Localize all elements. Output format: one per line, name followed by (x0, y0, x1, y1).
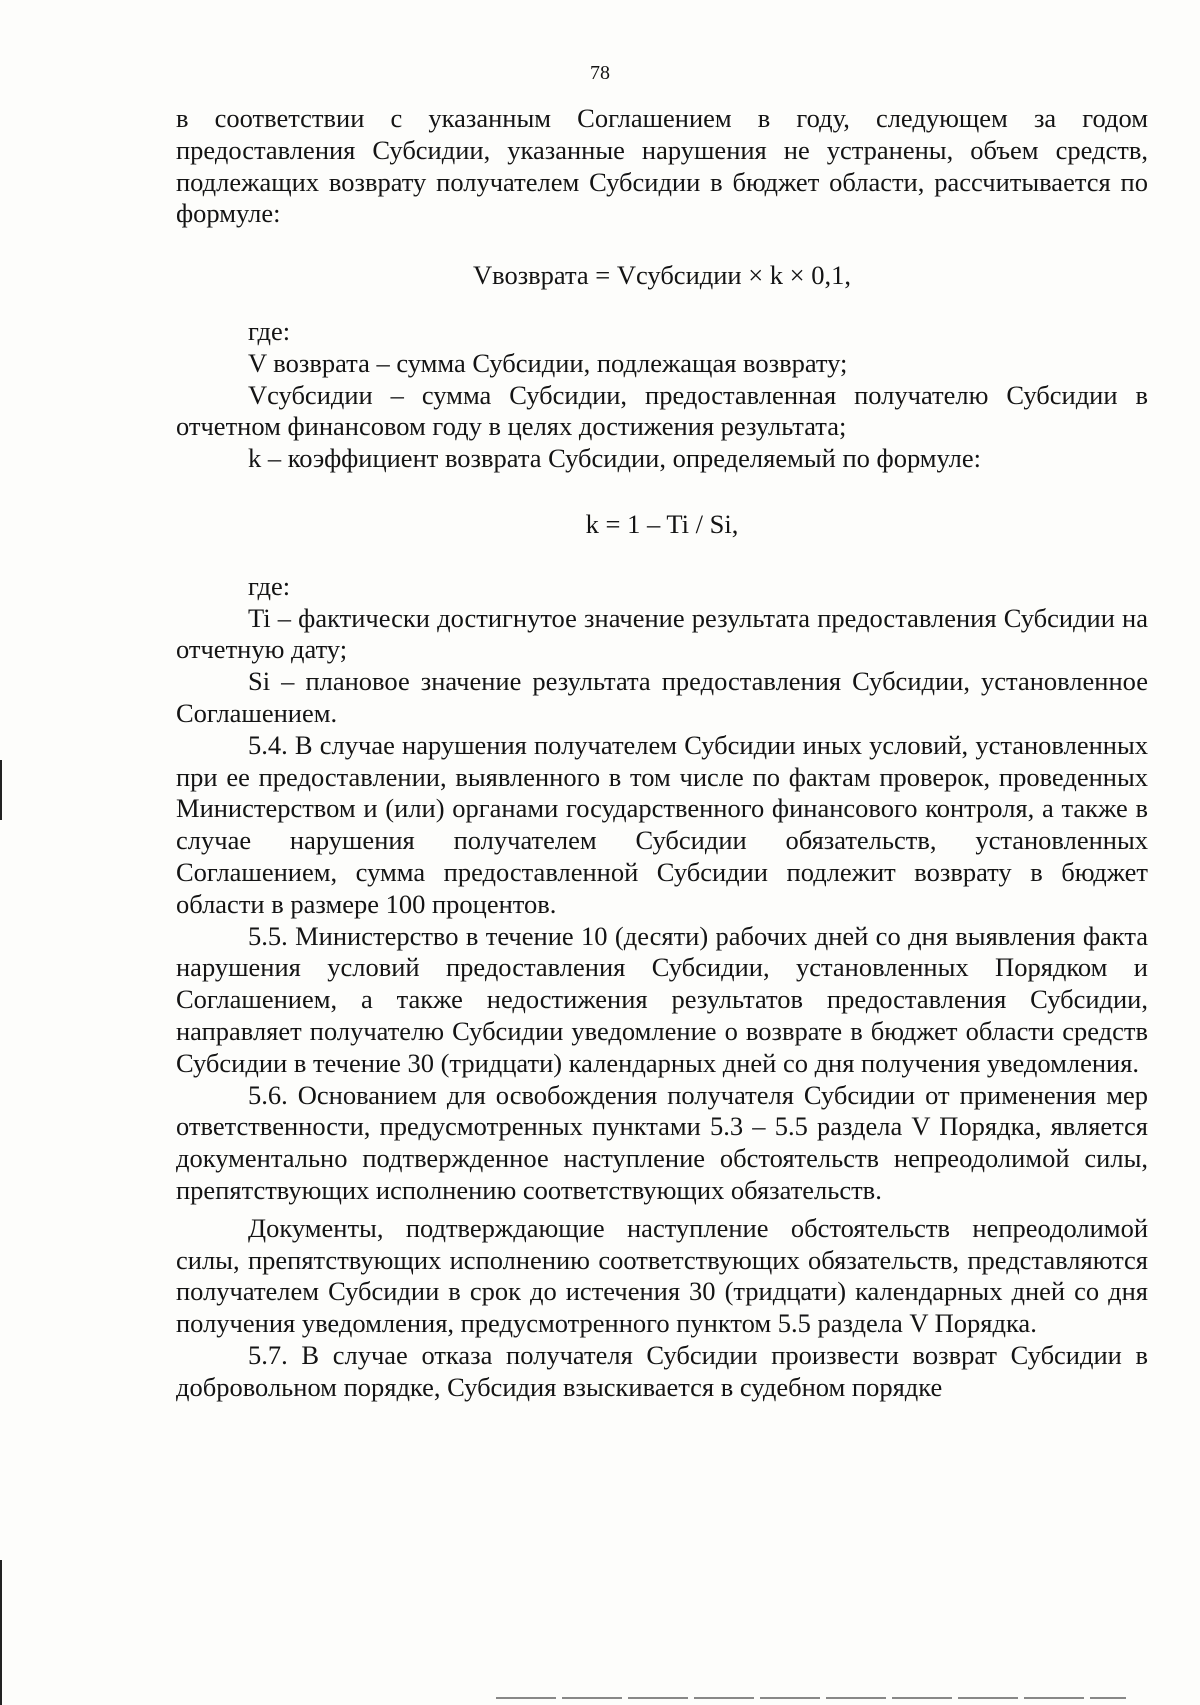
paragraph-documents: Документы, подтверждающие наступление обстоятельств непреодолимой силы, препятствующих исполнению соответствующих обязательств, представляются получателем Субсидии в срок до истечения 30 (тридцати) календарных дней со дня получения уведомления, предусмотренного пунктом 5.5 раздела V Порядка. (176, 1212, 1148, 1339)
definition-si: Si – плановое значение результата предоставления Субсидии, установленное Соглашением. (176, 666, 1148, 728)
where-label-2: где: (248, 570, 291, 601)
section-5-4: 5.4. В случае нарушения получателем Субсидии иных условий, установленных при ее предоставлении, выявленного в том числе по фактам проверок, проведенных Министерством и (или) органами государственного финансового контроля, а также в случае нарушения получателем Субсидии обязательств, установленных Соглашением, сумма предоставленной Субсидии подлежит возврату в бюджет области в размере 100 процентов. (176, 729, 1148, 919)
paragraph-intro: в соответствии с указанным Соглашением в году, следующем за годом предоставления Субсидии, указанные нарушения не устранены, объем средств, подлежащих возврату получателем Субсидии в бюджет области, рассчитывается по формуле: (176, 103, 1148, 229)
definition-v-return: V возврата – сумма Субсидии, подлежащая возврату; (248, 347, 848, 378)
definition-v-subsidy: Vсубсидии – сумма Субсидии, предоставленная получателю Субсидии в отчетном финансовом году в целях достижения результата; (176, 379, 1148, 442)
scan-bottom-rule (496, 1697, 1126, 1699)
definition-k: k – коэффициент возврата Субсидии, определяемый по формуле: (248, 443, 981, 474)
formula-coefficient: k = 1 – Ti / Si, (585, 508, 739, 539)
section-5-5: 5.5. Министерство в течение 10 (десяти) рабочих дней со дня выявления факта нарушения условий предоставления Субсидии, установленных Порядком и Соглашением, а также недостижения результатов предоставления Субсидии, направляет получателю Субсидии уведомление о возврате в бюджет области средств Субсидии в течение 30 (тридцати) календарных дней со дня получения уведомления. (176, 920, 1148, 1078)
formula-return-volume: Vвозврата = Vсубсидии × k × 0,1, (472, 260, 851, 291)
scan-edge-mark-left-2 (0, 1560, 2, 1705)
section-5-7: 5.7. В случае отказа получателя Субсидии произвести возврат Субсидии в добровольном порядке, Субсидия взыскивается в судебном порядке (176, 1339, 1148, 1402)
page-number: 78 (590, 62, 610, 84)
where-label-1: где: (248, 315, 291, 346)
section-5-6: 5.6. Основанием для освобождения получателя Субсидии от применения мер ответственности, предусмотренных пунктами 5.3 – 5.5 раздела V Порядка, является документально подтвержденное наступление обстоятельств непреодолимой силы, препятствующих исполнению соответствующих обязательств. (176, 1079, 1148, 1205)
definition-ti: Ti – фактически достигнутое значение результата предоставления Субсидии на отчетную дату; (176, 602, 1148, 665)
document-body (176, 103, 1148, 1403)
scan-edge-mark-left-1 (0, 760, 2, 820)
